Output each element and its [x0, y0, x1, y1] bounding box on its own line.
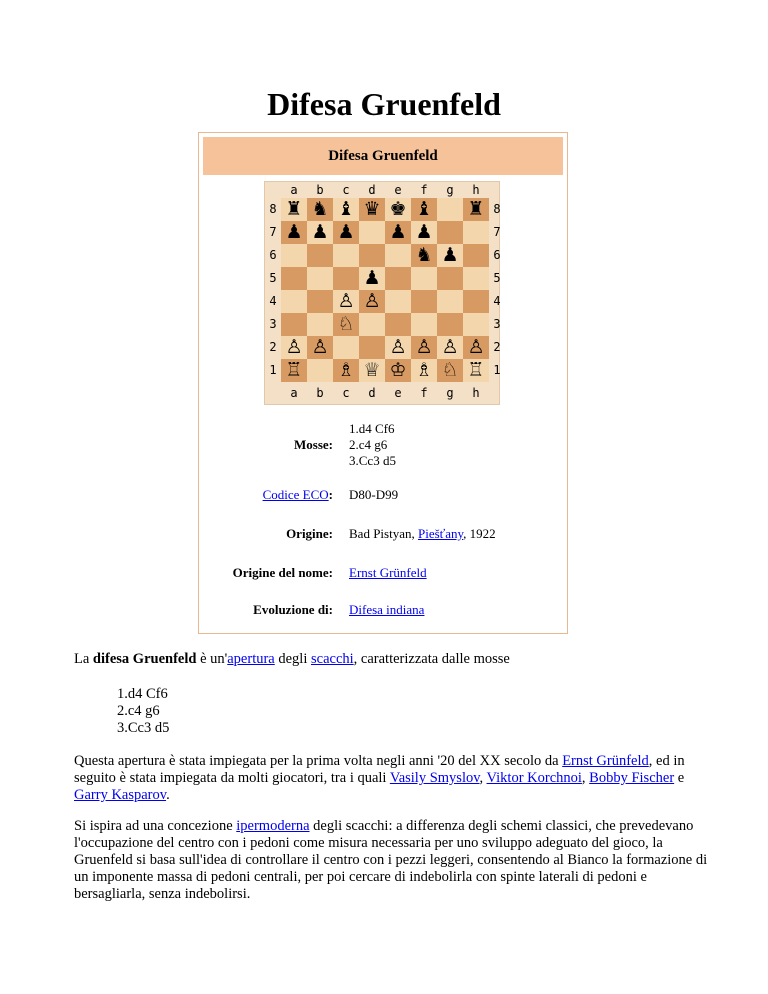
- board-square: [307, 244, 333, 267]
- history-text: ,: [479, 770, 487, 786]
- origine-year: , 1922: [463, 526, 496, 541]
- board-square: [437, 198, 463, 221]
- board-square: ♔: [385, 359, 411, 382]
- board-square: [385, 290, 411, 313]
- file-label: c: [342, 183, 350, 197]
- fischer-link[interactable]: Bobby Fischer: [589, 770, 675, 786]
- board-square: [411, 313, 437, 336]
- difesa-indiana-link[interactable]: Difesa indiana: [349, 602, 425, 617]
- board-square: ♟: [411, 221, 437, 244]
- board-square: ♝: [411, 198, 437, 221]
- board-square: [385, 267, 411, 290]
- file-label: g: [446, 183, 454, 197]
- board-square: ♜: [463, 198, 489, 221]
- ernst-grunfeld-link[interactable]: Ernst Grünfeld: [562, 753, 649, 769]
- origine-label: Origine:: [286, 526, 333, 541]
- intro-text: La: [74, 651, 93, 667]
- rank-label: 5: [493, 271, 501, 285]
- mosse-value: [349, 421, 396, 469]
- rank-label: 1: [493, 363, 501, 377]
- board-square: ♞: [307, 198, 333, 221]
- piestany-link[interactable]: Piešťany: [417, 526, 464, 541]
- board-square: [307, 267, 333, 290]
- file-label: b: [316, 183, 324, 197]
- board-square: [437, 267, 463, 290]
- board-square: ♙: [359, 290, 385, 313]
- board-square: ♙: [307, 336, 333, 359]
- board-square: ♗: [333, 359, 359, 382]
- history-text: , ed in seguito è stata impiegata da molti giocatori, tra i quali: [74, 753, 685, 786]
- board-square: ♞: [411, 244, 437, 267]
- board-square: ♙: [437, 336, 463, 359]
- origine-value: [349, 526, 496, 542]
- file-label: e: [394, 386, 402, 400]
- board-square: ♕: [359, 359, 385, 382]
- infobox: [198, 132, 568, 634]
- rank-label: 8: [269, 202, 277, 216]
- board-square: [437, 221, 463, 244]
- file-label: h: [472, 386, 480, 400]
- rank-label: 3: [269, 317, 277, 331]
- smyslov-link[interactable]: Vasily Smyslov: [389, 770, 480, 786]
- board-square: [411, 290, 437, 313]
- board-square: ♙: [411, 336, 437, 359]
- rank-label: 4: [493, 294, 501, 308]
- file-label: g: [446, 386, 454, 400]
- scacchi-link[interactable]: scacchi: [311, 651, 354, 667]
- board-square: ♚: [385, 198, 411, 221]
- origine-text: Bad Pistyan,: [349, 526, 418, 541]
- mosse-label: Mosse:: [294, 437, 333, 452]
- board-square: [359, 336, 385, 359]
- board-square: [281, 244, 307, 267]
- rank-label: 7: [269, 225, 277, 239]
- board-square: ♙: [281, 336, 307, 359]
- board-square: [281, 290, 307, 313]
- board-square: ♝: [333, 198, 359, 221]
- nome-label: Origine del nome:: [232, 565, 333, 580]
- board-square: [385, 244, 411, 267]
- intro-paragraph: [74, 651, 714, 668]
- board-square: ♙: [463, 336, 489, 359]
- board-square: [307, 313, 333, 336]
- board-square: ♟: [359, 267, 385, 290]
- board-square: [411, 267, 437, 290]
- rank-label: 2: [493, 340, 501, 354]
- history-paragraph: [74, 753, 714, 804]
- file-label: c: [342, 386, 350, 400]
- move-line: 2.c4 g6: [117, 703, 160, 719]
- concept-text: Si ispira ad una concezione: [74, 818, 237, 834]
- rank-label: 5: [269, 271, 277, 285]
- board-square: ♟: [281, 221, 307, 244]
- board-square: [307, 359, 333, 382]
- board-square: [359, 313, 385, 336]
- eco-value: D80-D99: [349, 487, 399, 502]
- board-square: [333, 267, 359, 290]
- board-square: ♟: [385, 221, 411, 244]
- rank-label: 8: [493, 202, 501, 216]
- history-text: Questa apertura è stata impiegata per la prima volta negli anni '20 del XX secolo da: [74, 753, 563, 769]
- history-text: e: [674, 770, 685, 786]
- concept-paragraph: [74, 818, 714, 903]
- board-square: [385, 313, 411, 336]
- file-label: e: [394, 183, 402, 197]
- board-square: [307, 290, 333, 313]
- board-square: [437, 290, 463, 313]
- chess-board: [281, 198, 489, 382]
- move-line: 1.d4 Cf6: [117, 686, 168, 702]
- board-square: [281, 267, 307, 290]
- rank-label: 2: [269, 340, 277, 354]
- apertura-link[interactable]: apertura: [227, 651, 275, 667]
- board-square: ♟: [333, 221, 359, 244]
- file-label: f: [420, 183, 428, 197]
- mosse-line: 2.c4 g6: [349, 437, 388, 452]
- intro-text: è un': [196, 651, 228, 667]
- board-square: [463, 313, 489, 336]
- ipermoderna-link[interactable]: ipermoderna: [236, 818, 310, 834]
- board-square: [359, 244, 385, 267]
- board-square: [359, 221, 385, 244]
- board-square: [333, 336, 359, 359]
- board-square: [333, 244, 359, 267]
- history-text: .: [166, 787, 170, 803]
- board-square: ♖: [281, 359, 307, 382]
- file-label: f: [420, 386, 428, 400]
- rank-label: 3: [493, 317, 501, 331]
- page-title: Difesa Gruenfeld: [267, 86, 501, 122]
- eco-link[interactable]: Codice ECO: [262, 487, 329, 502]
- mosse-line: 3.Cc3 d5: [349, 453, 396, 468]
- eco-colon: :: [328, 487, 333, 502]
- board-square: ♙: [333, 290, 359, 313]
- board-square: ♘: [333, 313, 359, 336]
- intro-text: , caratterizzata dalle mosse: [353, 651, 510, 667]
- rank-label: 6: [269, 248, 277, 262]
- history-text: ,: [581, 770, 590, 786]
- board-square: ♖: [463, 359, 489, 382]
- file-label: a: [290, 183, 298, 197]
- kasparov-link[interactable]: Garry Kasparov: [74, 787, 167, 803]
- file-label: h: [472, 183, 480, 197]
- ernst-grunfeld-link[interactable]: Ernst Grünfeld: [349, 565, 427, 580]
- board-square: [463, 290, 489, 313]
- file-label: b: [316, 386, 324, 400]
- evol-label: Evoluzione di:: [253, 602, 333, 617]
- file-label: d: [368, 386, 376, 400]
- intro-text: degli: [274, 651, 311, 667]
- board-square: [281, 313, 307, 336]
- file-label: a: [290, 386, 298, 400]
- board-square: ♟: [307, 221, 333, 244]
- concept-text: degli scacchi: a differenza degli schemi classici, che prevedevano l'occupazione del centro con i pedoni come misura necessaria per uno sviluppo adeguato del gioco, la Gruenfeld si basa sull'idea di controllare il centro con i pezzi leggeri, consentendo al Bianco la formazione di un imponente massa di pedoni centrali, per poi cercare di indebolirla con spinte laterali di pedoni e bersagliarla, senza indebolirsi.: [74, 818, 708, 902]
- mosse-line: 1.d4 Cf6: [349, 421, 395, 436]
- infobox-header: Difesa Gruenfeld: [203, 137, 563, 175]
- rank-label: 4: [269, 294, 277, 308]
- board-square: ♟: [437, 244, 463, 267]
- move-line: 3.Cc3 d5: [117, 720, 170, 736]
- rank-label: 6: [493, 248, 501, 262]
- chess-diagram: [264, 181, 500, 405]
- board-square: ♜: [281, 198, 307, 221]
- board-square: [463, 244, 489, 267]
- board-square: ♛: [359, 198, 385, 221]
- board-square: ♙: [385, 336, 411, 359]
- intro-bold: difesa Gruenfeld: [92, 651, 197, 667]
- rank-label: 1: [269, 363, 277, 377]
- board-square: ♘: [437, 359, 463, 382]
- board-square: [463, 267, 489, 290]
- board-square: ♗: [411, 359, 437, 382]
- korchnoi-link[interactable]: Viktor Korchnoi: [486, 770, 582, 786]
- rank-label: 7: [493, 225, 501, 239]
- board-square: [463, 221, 489, 244]
- file-label: d: [368, 183, 376, 197]
- moves-list: [117, 686, 169, 737]
- board-square: [437, 313, 463, 336]
- eco-label: [263, 487, 333, 503]
